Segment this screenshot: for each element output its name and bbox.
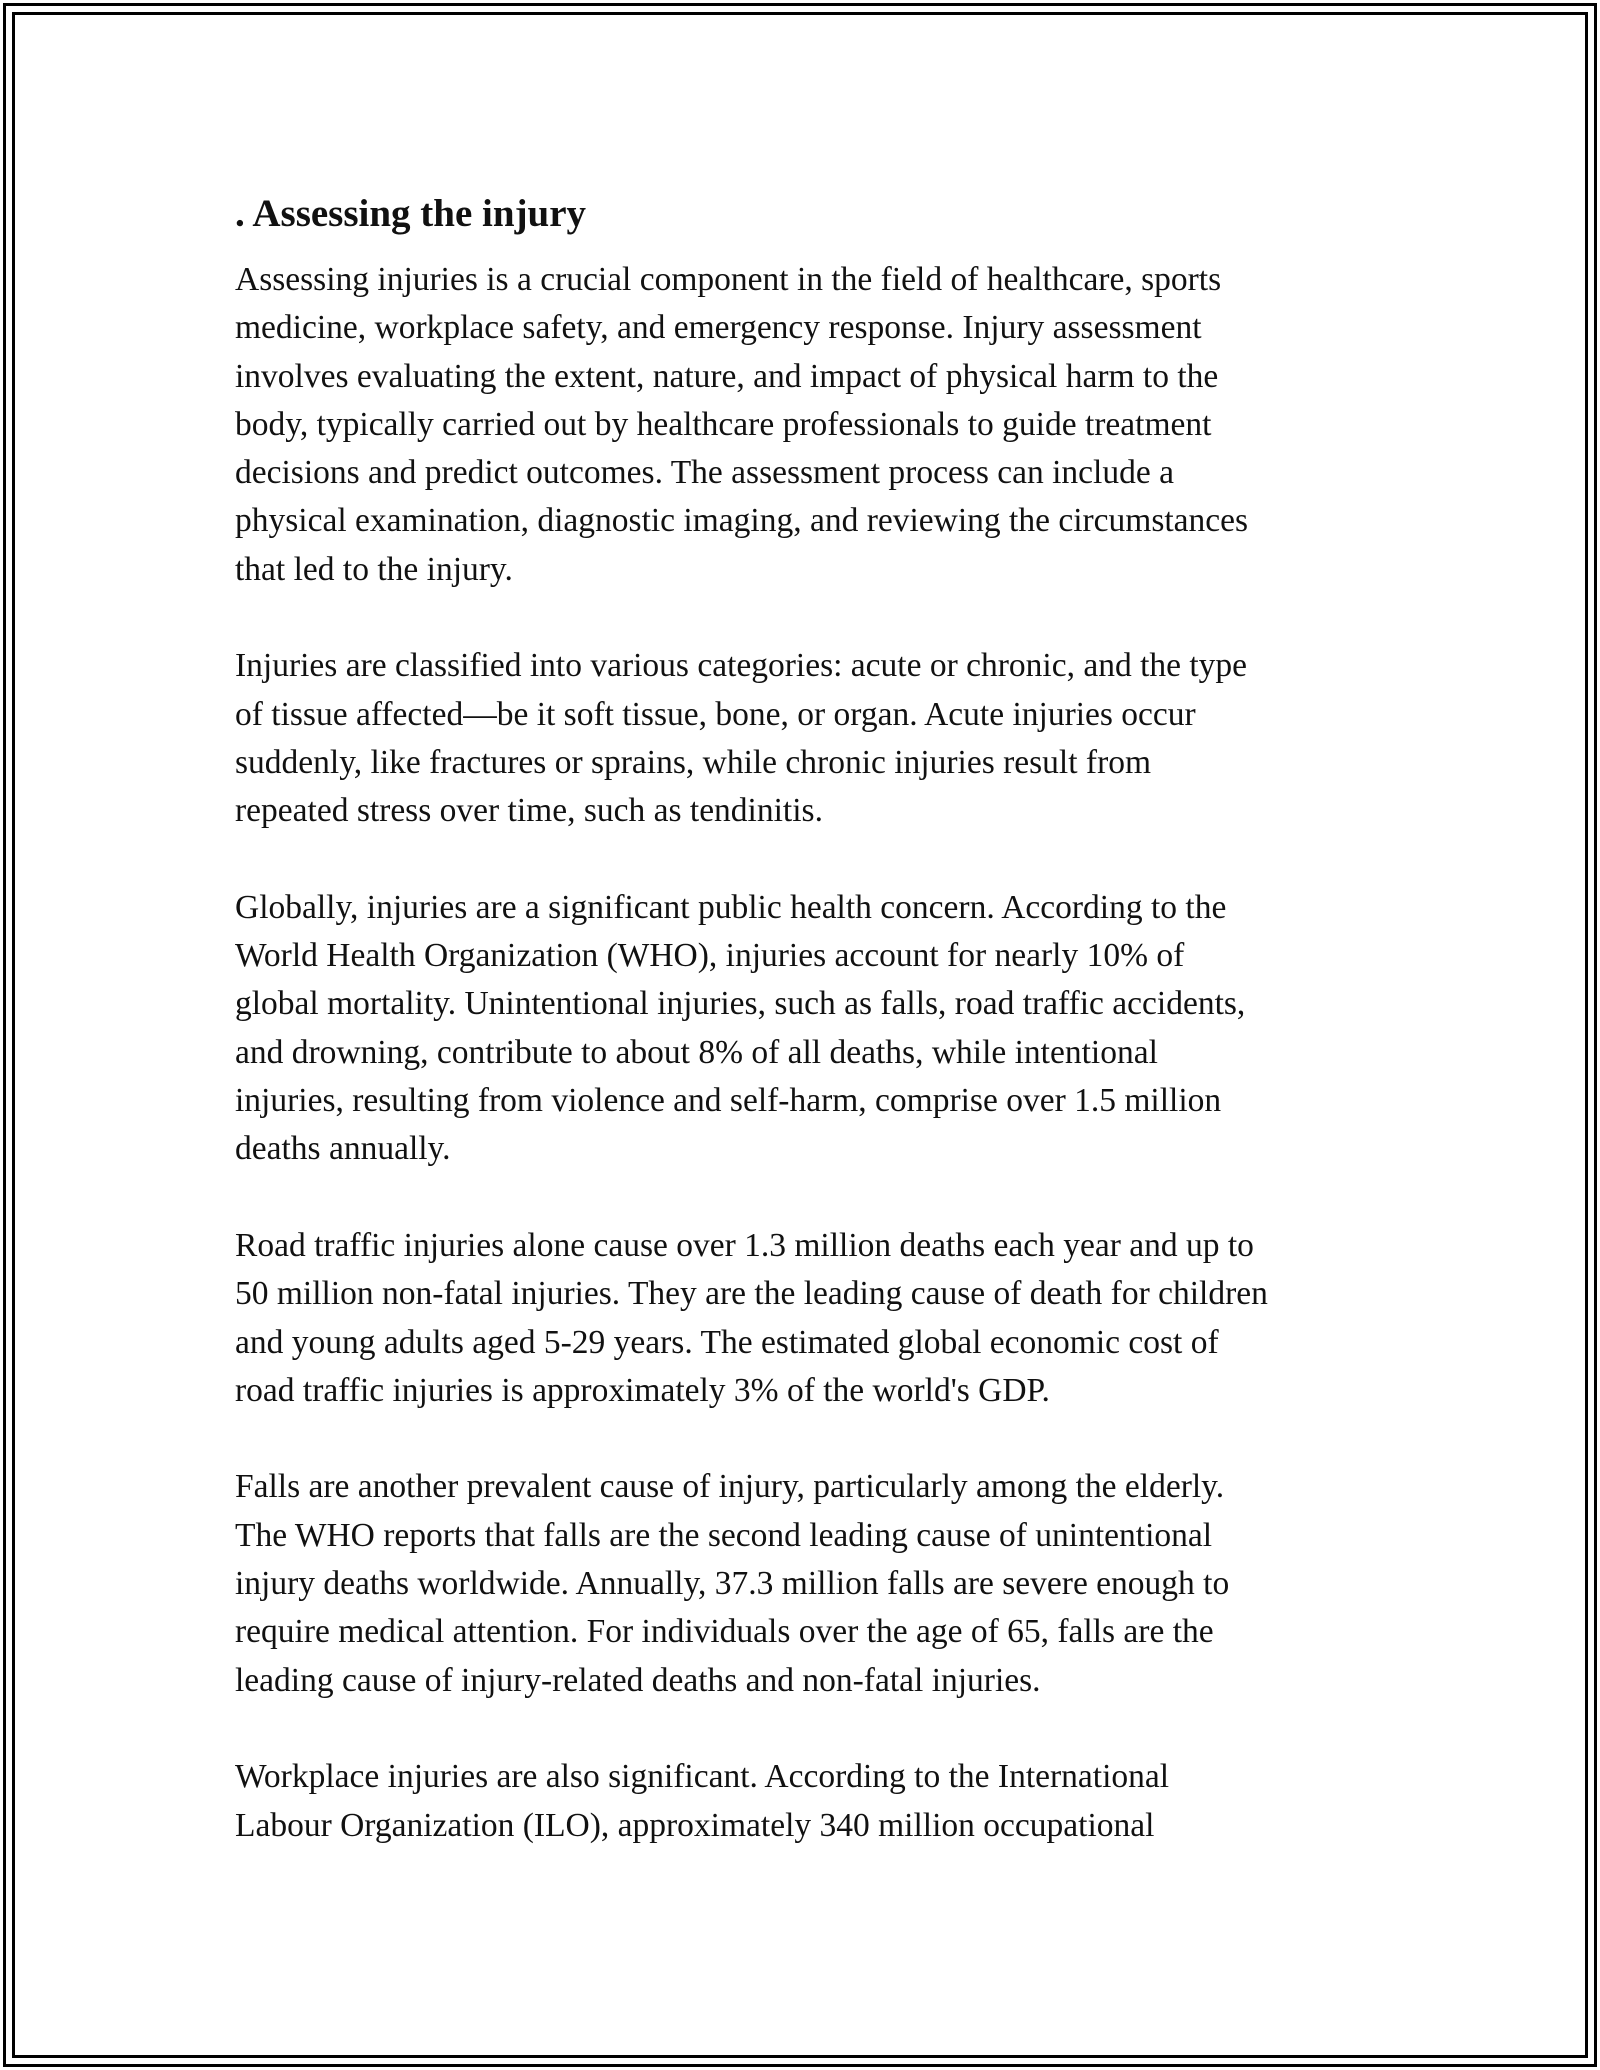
- paragraph-line: decisions and predict outcomes. The assessment process can include a: [235, 454, 1174, 492]
- paragraph-line: road traffic injuries is approximately 3% of the world's GDP.: [235, 1371, 1050, 1409]
- paragraph-line: Globally, injuries are a significant public health concern. According to the: [235, 888, 1227, 926]
- paragraph: [235, 1463, 1385, 1704]
- document-body: [235, 184, 1385, 1898]
- paragraph-line: and young adults aged 5-29 years. The estimated global economic cost of: [235, 1323, 1219, 1361]
- paragraph-line: of tissue affected—be it soft tissue, bone, or organ. Acute injuries occur: [235, 695, 1196, 733]
- paragraph-line: Assessing injuries is a crucial component in the field of healthcare, sports: [235, 261, 1222, 298]
- paragraph-line: repeated stress over time, such as tendinitis.: [235, 792, 823, 830]
- paragraph: [235, 1753, 1385, 1850]
- section-heading: . Assessing the injury: [235, 192, 587, 235]
- paragraph-line: deaths annually.: [235, 1130, 451, 1168]
- paragraph-line: physical examination, diagnostic imaging, and reviewing the circumstances: [235, 502, 1249, 540]
- paragraph: [235, 1222, 1385, 1415]
- paragraph: [235, 642, 1385, 835]
- paragraph-line: require medical attention. For individuals over the age of 65, falls are the: [235, 1613, 1214, 1651]
- paragraph-line: involves evaluating the extent, nature, and impact of physical harm to the: [235, 357, 1219, 395]
- paragraph-line: body, typically carried out by healthcare professionals to guide treatment: [235, 405, 1212, 443]
- paragraph: [235, 256, 1385, 594]
- paragraph-line: World Health Organization (WHO), injuries account for nearly 10% of: [235, 937, 1185, 975]
- paragraph-list: [235, 256, 1385, 1850]
- paragraph-line: leading cause of injury-related deaths and non-fatal injuries.: [235, 1661, 1041, 1699]
- paragraph-line: that led to the injury.: [235, 550, 513, 588]
- paragraph-line: 50 million non-fatal injuries. They are the leading cause of death for children: [235, 1275, 1268, 1313]
- paragraph-line: Workplace injuries are also significant. According to the International: [235, 1758, 1170, 1796]
- paragraph-line: suddenly, like fractures or sprains, while chronic injuries result from: [235, 743, 1152, 781]
- paragraph-line: injury deaths worldwide. Annually, 37.3 million falls are severe enough to: [235, 1565, 1230, 1603]
- paragraph-line: injuries, resulting from violence and self-harm, comprise over 1.5 million: [235, 1082, 1222, 1120]
- paragraph-line: Labour Organization (ILO), approximately 340 million occupational: [235, 1806, 1155, 1844]
- paragraph-line: Road traffic injuries alone cause over 1.3 million deaths each year and up to: [235, 1226, 1254, 1264]
- paragraph: [235, 884, 1385, 1174]
- paragraph-line: The WHO reports that falls are the second leading cause of unintentional: [235, 1516, 1213, 1554]
- paragraph-line: global mortality. Unintentional injuries, such as falls, road traffic accidents,: [235, 985, 1246, 1023]
- paragraph-line: Falls are another prevalent cause of injury, particularly among the elderly.: [235, 1468, 1225, 1506]
- paragraph-line: Injuries are classified into various categories: acute or chronic, and the type: [235, 647, 1248, 685]
- paragraph-line: medicine, workplace safety, and emergency response. Injury assessment: [235, 309, 1202, 347]
- paragraph-line: and drowning, contribute to about 8% of all deaths, while intentional: [235, 1033, 1158, 1071]
